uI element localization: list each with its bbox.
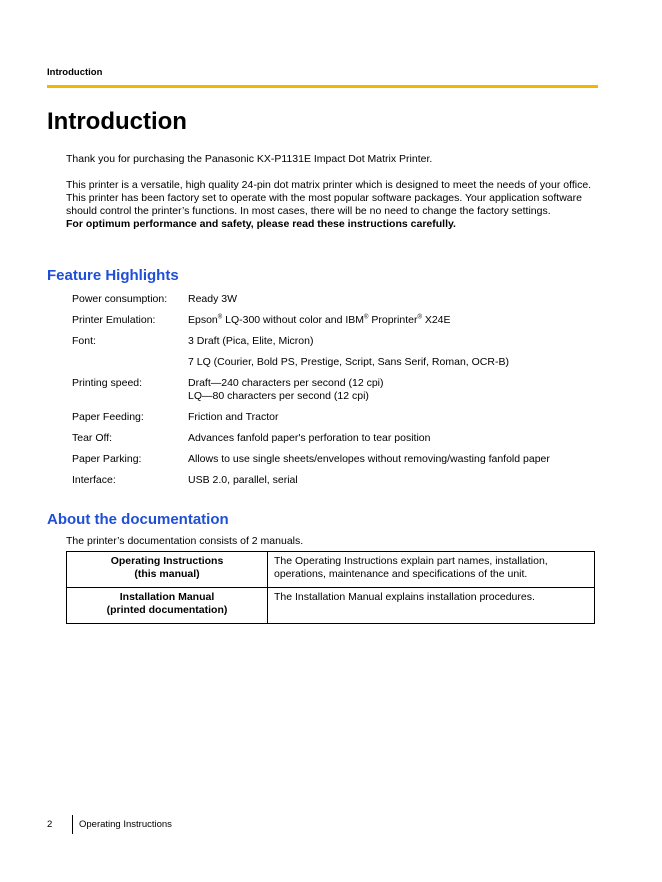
feature-value: Advances fanfold paper's perforation to tear position <box>188 432 431 444</box>
manual-name-cell <box>67 588 268 624</box>
font-draft: 3 Draft (Pica, Elite, Micron) <box>188 335 314 347</box>
feature-value <box>188 377 602 403</box>
feature-label: Interface: <box>72 474 116 486</box>
feature-value: Ready 3W <box>188 293 238 305</box>
table-row <box>67 588 595 624</box>
feature-value: Friction and Tractor <box>188 411 279 423</box>
footer-doc-title: Operating Instructions <box>79 819 172 830</box>
page-number: 2 <box>47 819 53 830</box>
intro-text-line-1: This printer is a versatile, high quality 24-pin dot matrix printer which is designed to meet the needs of your office. <box>66 179 592 191</box>
feature-row-feeding <box>72 411 602 424</box>
feature-label: Printer Emulation: <box>72 314 156 326</box>
manual-name: Operating Instructions <box>110 555 224 567</box>
registered-mark: ® <box>364 314 369 321</box>
feature-row-parking <box>72 453 602 466</box>
manual-name-cell <box>67 552 268 588</box>
emulation-proprinter: Proprinter <box>368 314 418 326</box>
feature-label: Printing speed: <box>72 377 143 389</box>
feature-value <box>188 314 602 327</box>
table-row <box>67 552 595 588</box>
page-title: Introduction <box>47 108 187 135</box>
feature-value: USB 2.0, parallel, serial <box>188 474 298 486</box>
manual-description: The Operating Instructions explain part names, installation, operations, maintenance and specifications of the unit. <box>268 552 595 588</box>
registered-mark: ® <box>217 314 223 321</box>
intro-text-line-2: This printer has been factory set to operate with the most popular software packages. Your application software should control the printer’s functions. In most cases, there will be no need to change the factory settings. <box>66 192 582 217</box>
feature-label: Tear Off: <box>72 432 113 444</box>
intro-paragraph-1 <box>66 153 601 166</box>
documentation-intro: The printer’s documentation consists of 2 manuals. <box>66 535 304 547</box>
footer-divider <box>72 815 73 834</box>
manual-note: (printed documentation) <box>106 604 228 616</box>
intro-paragraph-2 <box>66 179 601 231</box>
feature-label: Power consumption: <box>72 293 168 305</box>
feature-row-speed <box>72 377 602 403</box>
documentation-heading: About the documentation <box>47 511 229 528</box>
feature-list <box>72 293 602 495</box>
header-rule <box>47 85 598 88</box>
emulation-ibm: LQ-300 without color and IBM <box>222 314 365 326</box>
speed-lq: LQ—80 characters per second (12 cpi) <box>188 390 369 402</box>
feature-highlights-heading: Feature Highlights <box>47 267 179 284</box>
feature-row-power <box>72 293 602 306</box>
manual-note: (this manual) <box>134 568 200 580</box>
font-lq: 7 LQ (Courier, Bold PS, Prestige, Script, Sans Serif, Roman, OCR-B) <box>188 356 509 368</box>
running-header: Introduction <box>47 67 103 78</box>
emulation-epson: Epson <box>188 314 218 326</box>
feature-row-font <box>72 335 602 369</box>
manual-description: The Installation Manual explains installation procedures. <box>268 588 595 624</box>
feature-value: Allows to use single sheets/envelopes without removing/wasting fanfold paper <box>188 453 550 465</box>
feature-row-interface <box>72 474 602 487</box>
feature-row-tearoff <box>72 432 602 445</box>
emulation-model: X24E <box>421 314 451 326</box>
feature-label: Paper Feeding: <box>72 411 144 423</box>
feature-label: Font: <box>72 335 96 347</box>
feature-row-emulation <box>72 314 602 327</box>
manual-name: Installation Manual <box>119 591 215 603</box>
safety-notice: For optimum performance and safety, please read these instructions carefully. <box>66 218 456 230</box>
registered-mark: ® <box>417 314 422 321</box>
feature-label: Paper Parking: <box>72 453 142 465</box>
intro-text: Thank you for purchasing the Panasonic KX-P1131E Impact Dot Matrix Printer. <box>66 153 433 165</box>
speed-draft: Draft—240 characters per second (12 cpi) <box>188 377 384 389</box>
documentation-table <box>66 551 595 624</box>
feature-value <box>188 335 602 369</box>
